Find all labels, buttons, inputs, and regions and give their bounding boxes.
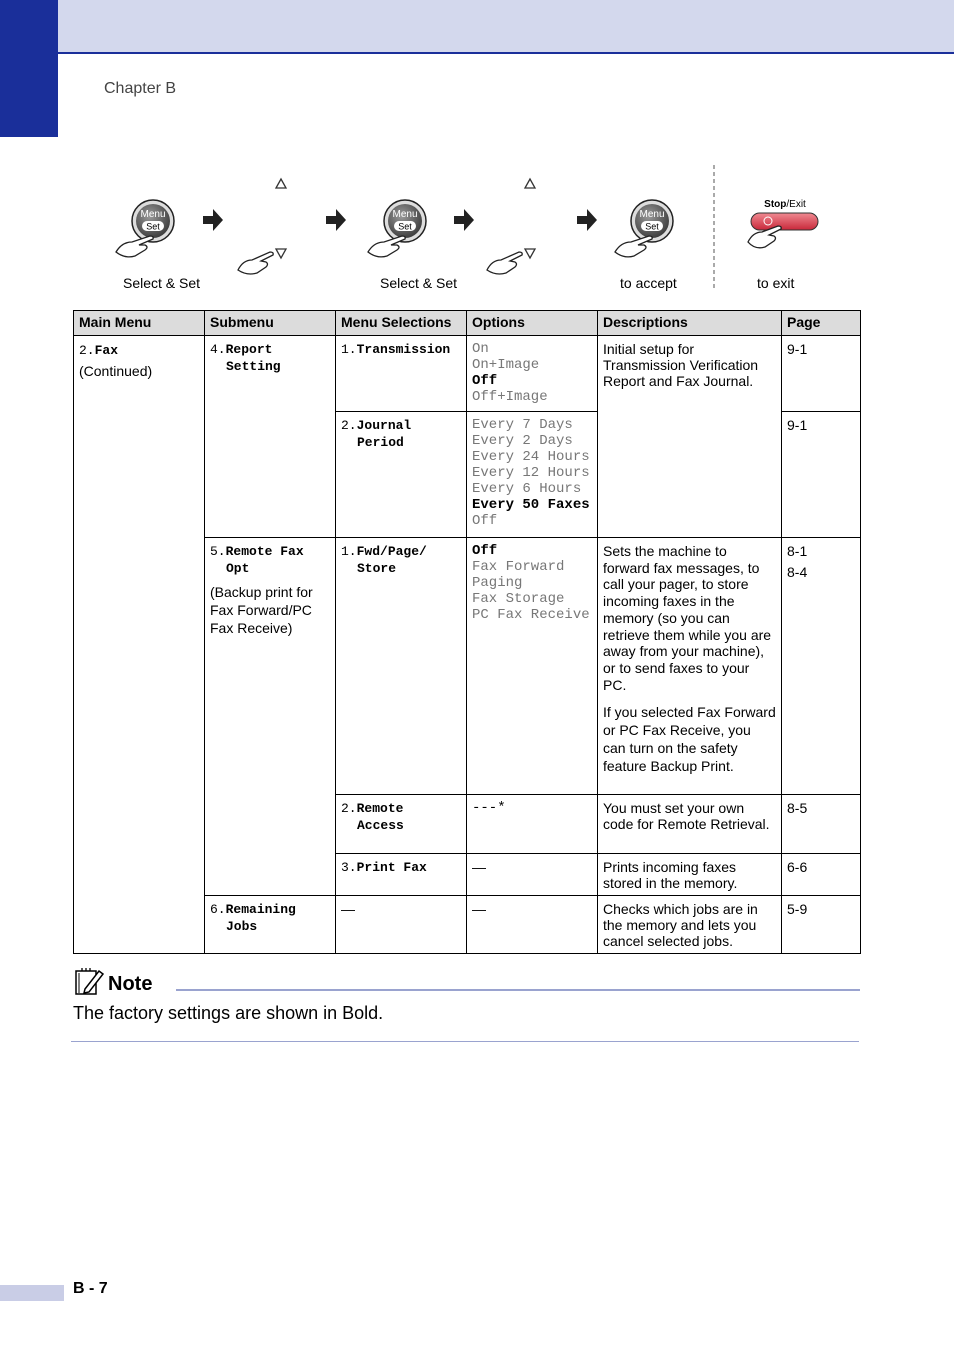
- arrow-right-icon: [203, 209, 223, 231]
- options-remaining-jobs: —: [467, 896, 598, 954]
- svg-text:Stop/Exit: Stop/Exit: [764, 199, 806, 210]
- col-header-page: Page: [782, 311, 861, 336]
- svg-text:Menu: Menu: [392, 209, 418, 220]
- arrow-right-icon: [577, 209, 597, 231]
- up-triangle-icon: [276, 179, 286, 188]
- selection-remote-access: 2.Remote Access: [336, 795, 467, 854]
- submenu-remaining-jobs: 6.Remaining Jobs: [205, 896, 336, 954]
- col-header-submenu: Submenu: [205, 311, 336, 336]
- chapter-tab: [0, 0, 58, 137]
- note-title: Note: [108, 973, 153, 995]
- svg-text:Set: Set: [146, 221, 160, 232]
- menu-table: [73, 310, 861, 954]
- svg-text:Set: Set: [645, 221, 659, 232]
- note-bottom-rule: [71, 1041, 859, 1042]
- main-menu-name: Fax: [94, 343, 119, 358]
- description-fwd-page-store: Sets the machine to forward fax messages, to call your pager, to store incoming faxes in the memory (so you can retrieve them while you are away from your machine), or to send faxes to your PC. If you selected Fax Forward or PC Fax Receive, you can turn on the safety feature Backup Print.: [598, 538, 782, 795]
- selection-journal-period: 2.Journal Period: [336, 412, 467, 538]
- selection-transmission: 1.Transmission: [336, 336, 467, 412]
- description-remaining-jobs: Checks which jobs are in the memory and lets you cancel selected jobs.: [598, 896, 782, 954]
- step-label-accept: to accept: [620, 275, 677, 291]
- note-text: The factory settings are shown in Bold.: [73, 1003, 384, 1023]
- col-header-descriptions: Descriptions: [598, 311, 782, 336]
- hand-pointer-icon: [487, 252, 522, 274]
- down-triangle-icon: [276, 249, 286, 258]
- col-header-options: Options: [467, 311, 598, 336]
- arrow-right-icon: [326, 209, 346, 231]
- main-menu-cell: 2.Fax (Continued): [74, 336, 205, 954]
- table-row: [74, 336, 861, 412]
- key-sequence-graphic: [100, 160, 860, 300]
- options-journal-period: Every 7 Days Every 2 Days Every 24 Hours Every 12 Hours Every 6 Hours Every 50 Faxes Off: [467, 412, 598, 538]
- svg-text:Menu: Menu: [140, 209, 166, 220]
- page-number: B - 7: [73, 1280, 108, 1297]
- page-print-fax: 6-6: [782, 854, 861, 896]
- selection-print-fax: 3.Print Fax: [336, 854, 467, 896]
- options-fwd-page-store: Off Fax Forward Paging Fax Storage PC Fax Receive: [467, 538, 598, 795]
- selection-remaining-jobs: —: [336, 896, 467, 954]
- hand-pointer-icon: [238, 252, 273, 274]
- svg-text:Set: Set: [398, 221, 412, 232]
- submenu-report-setting: 4.Report Setting: [205, 336, 336, 538]
- page-journal-period: 9-1: [782, 412, 861, 538]
- up-triangle-icon: [525, 179, 535, 188]
- menu-set-button-icon: [116, 200, 174, 257]
- col-header-main-menu: Main Menu: [74, 311, 205, 336]
- description-print-fax: Prints incoming faxes stored in the memory.: [598, 854, 782, 896]
- key-sequence-diagram: [100, 160, 860, 300]
- page-transmission: 9-1: [782, 336, 861, 412]
- options-print-fax: —: [467, 854, 598, 896]
- page-fwd-page-store: 8-1 8-4: [782, 538, 861, 795]
- table-header-row: [74, 311, 861, 336]
- header-band: [0, 0, 954, 54]
- note-rule: [176, 989, 860, 991]
- continued-label: (Continued): [79, 363, 153, 379]
- stop-exit-button-icon: [748, 199, 818, 248]
- page-remote-access: 8-5: [782, 795, 861, 854]
- description-remote-access: You must set your own code for Remote Retrieval.: [598, 795, 782, 854]
- note-pencil-icon: [73, 965, 105, 997]
- options-transmission: On On+Image Off Off+Image: [467, 336, 598, 412]
- menu-set-button-icon: [615, 200, 673, 257]
- footer-band: [0, 1285, 64, 1301]
- menu-set-button-icon: [368, 200, 426, 257]
- down-triangle-icon: [525, 249, 535, 258]
- options-remote-access: ---*: [467, 795, 598, 854]
- svg-text:Menu: Menu: [639, 209, 665, 220]
- note-box: [73, 965, 860, 1045]
- step-label-exit: to exit: [757, 275, 795, 291]
- submenu-remote-fax-note: (Backup print for Fax Forward/PC Fax Receive): [210, 584, 313, 636]
- col-header-menu-selections: Menu Selections: [336, 311, 467, 336]
- page-remaining-jobs: 5-9: [782, 896, 861, 954]
- arrow-right-icon: [454, 209, 474, 231]
- selection-fwd-page-store: 1.Fwd/Page/ Store: [336, 538, 467, 795]
- step-label-select-set: Select & Set: [380, 275, 458, 291]
- step-label-select-set: Select & Set: [123, 275, 201, 291]
- submenu-remote-fax-opt: 5.Remote Fax Opt (Backup print for Fax Forward/PC Fax Receive): [205, 538, 336, 896]
- chapter-title: Chapter B: [104, 80, 177, 97]
- description-transmission: Initial setup for Transmission Verification Report and Fax Journal.: [598, 336, 782, 538]
